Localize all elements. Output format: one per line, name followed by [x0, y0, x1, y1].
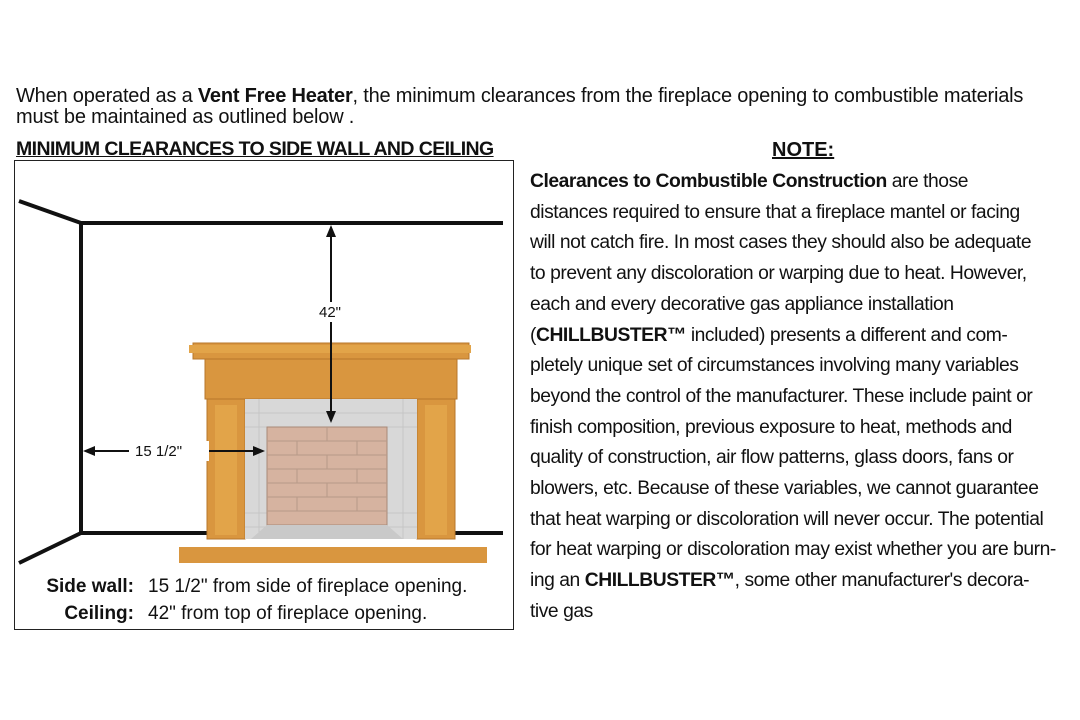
note-line: blowers, etc. Because of these variables, we cannot guarantee: [530, 478, 1039, 500]
note-brand: CHILLBUSTER™: [584, 570, 735, 592]
note-line: tive gas: [530, 600, 593, 622]
note-heading: NOTE:: [772, 139, 835, 161]
fireplace-mantel: [179, 343, 487, 563]
note-text: (: [530, 324, 536, 346]
note-line: for heat warping or discoloration may exist whether you are burn-: [530, 539, 1056, 561]
intro-paragraph: [16, 86, 1066, 128]
legend-ceiling: [15, 600, 513, 627]
note-text: ing an: [530, 570, 585, 592]
note-paragraph: [530, 167, 1075, 628]
intro-text-a: When operated as a: [16, 85, 198, 107]
note-bold-term: Clearances to Combustible Construction: [530, 171, 887, 192]
intro-text-c: must be maintained as outlined below .: [16, 106, 355, 128]
side-dimension-label: 15 1/2": [135, 443, 183, 460]
ceiling-value: 42" from top of fireplace opening.: [148, 603, 428, 624]
legend-side-wall: [15, 573, 513, 600]
note-line: finish composition, previous exposure to heat, methods and: [530, 416, 1012, 438]
diagram-title: MINIMUM CLEARANCES TO SIDE WALL AND CEILING: [16, 138, 494, 160]
note-line: [530, 321, 1075, 352]
note-line: [530, 566, 1075, 597]
note-text: , some other manufacturer's decora-: [734, 570, 1030, 592]
note-line: to prevent any discoloration or warping due to heat. However,: [530, 263, 1027, 285]
note-line: that heat warping or discoloration will never occur. The potential: [530, 508, 1044, 530]
note-line: pletely unique set of circumstances involving many variables: [530, 355, 1019, 377]
side-wall-value: 15 1/2" from side of fireplace opening.: [148, 576, 468, 597]
intro-text-b: , the minimum clearances from the fireplace opening to combustible materials: [352, 85, 1024, 107]
note-line: distances required to ensure that a fireplace mantel or facing: [530, 201, 1020, 223]
fireplace-illustration: [15, 161, 515, 631]
note-text: are those: [886, 171, 969, 192]
note-line: each and every decorative gas appliance installation: [530, 293, 954, 315]
side-wall-key: Side wall:: [46, 576, 134, 597]
intro-bold: Vent Free Heater: [197, 85, 353, 107]
note-text: included) presents a different and com-: [685, 324, 1008, 346]
clearance-legend: [15, 573, 513, 627]
note-brand: CHILLBUSTER™: [535, 324, 686, 346]
ceiling-key: Ceiling:: [64, 603, 134, 624]
note-line: will not catch fire. In most cases they should also be adequate: [530, 232, 1032, 254]
note-line: [530, 167, 1075, 198]
note-line: beyond the control of the manufacturer. These include paint or: [530, 385, 1033, 407]
ceiling-dimension-label: 42": [319, 304, 342, 321]
clearance-diagram: [14, 160, 514, 630]
note-line: quality of construction, air flow patterns, glass doors, fans or: [530, 447, 1014, 469]
